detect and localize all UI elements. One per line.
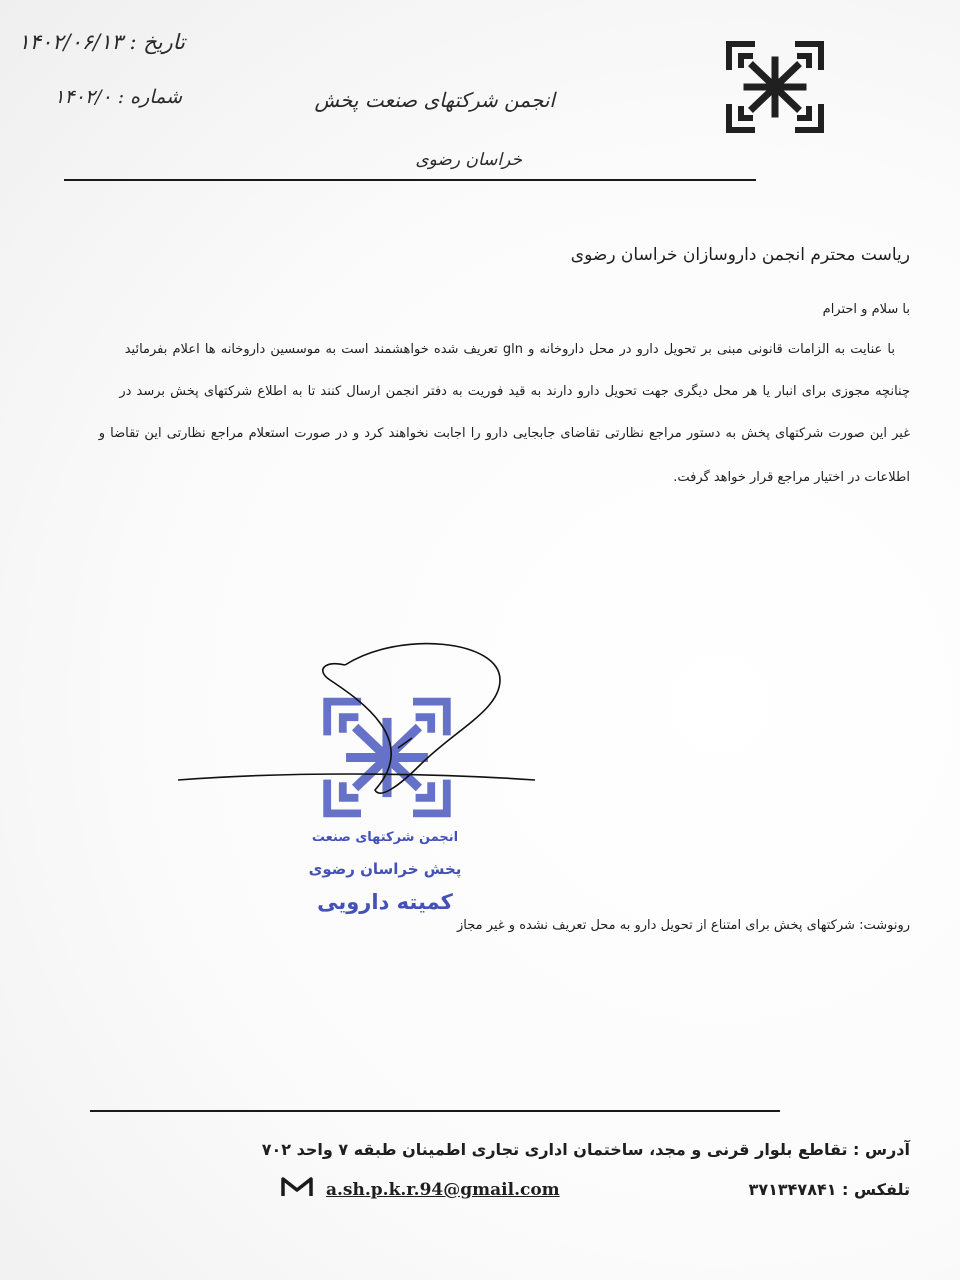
footer-telfax: تلفکس : ۳۷۱۳۴۷۸۴۱ — [748, 1180, 910, 1199]
footer-email[interactable]: a.sh.p.k.r.94@gmail.com — [326, 1180, 560, 1200]
date-label: تاریخ : — [129, 30, 185, 54]
body-line-3: غیر این صورت شرکتهای پخش به دستور مراجع نظارتی تقاضای جابجایی دارو را اجابت نخواهند کرد و در صورت استعلام مراجع نظارتی این تقاضا و — [98, 426, 910, 441]
footer-divider — [90, 1110, 780, 1112]
recipient: ریاست محترم انجمن داروسازان خراسان رضوی — [570, 245, 910, 265]
org-name: انجمن شرکتهای صنعت پخش — [314, 88, 555, 112]
greeting: با سلام و احترام — [822, 302, 910, 317]
number-label: شماره : — [117, 86, 182, 108]
cc-line: رونوشت: شرکتهای پخش برای امتناع از تحویل دارو به محل تعریف نشده و غیر مجاز — [457, 918, 910, 933]
body-line-2: چنانچه مجوزی برای انبار یا هر محل دیگری جهت تحویل دارو دارند به قید فوریت به دفتر انجمن ارسال کنند تا به اطلاع شرکتهای پخش برسد در — [119, 384, 910, 399]
stamp-line-3: کمیته دارویی — [317, 890, 453, 914]
body-line-4: اطلاعات در اختیار مراجع قرار خواهد گرفت. — [673, 470, 910, 485]
date-value: ۱۴۰۲/۰۶/۱۳ — [18, 30, 123, 54]
body-line-1: با عنایت به الزامات قانونی مبنی بر تحویل دارو در محل داروخانه و gln تعریف شده خواهشمند است به موسسین داروخانه ها اعلام بفرمائید — [124, 342, 895, 357]
footer-address: آدرس : تقاطع بلوار قرنی و مجد، ساختمان اداری تجاری اطمینان طبقه ۷ واحد ۷۰۲ — [261, 1140, 910, 1159]
stamp-line-1: انجمن شرکتهای صنعت — [311, 830, 459, 845]
stamp-line-2: پخش خراسان رضوی — [308, 860, 462, 878]
org-region: خراسان رضوی — [415, 150, 522, 170]
number-value: ۱۴۰۲/۰ — [54, 86, 112, 108]
mail-icon — [280, 1176, 314, 1198]
